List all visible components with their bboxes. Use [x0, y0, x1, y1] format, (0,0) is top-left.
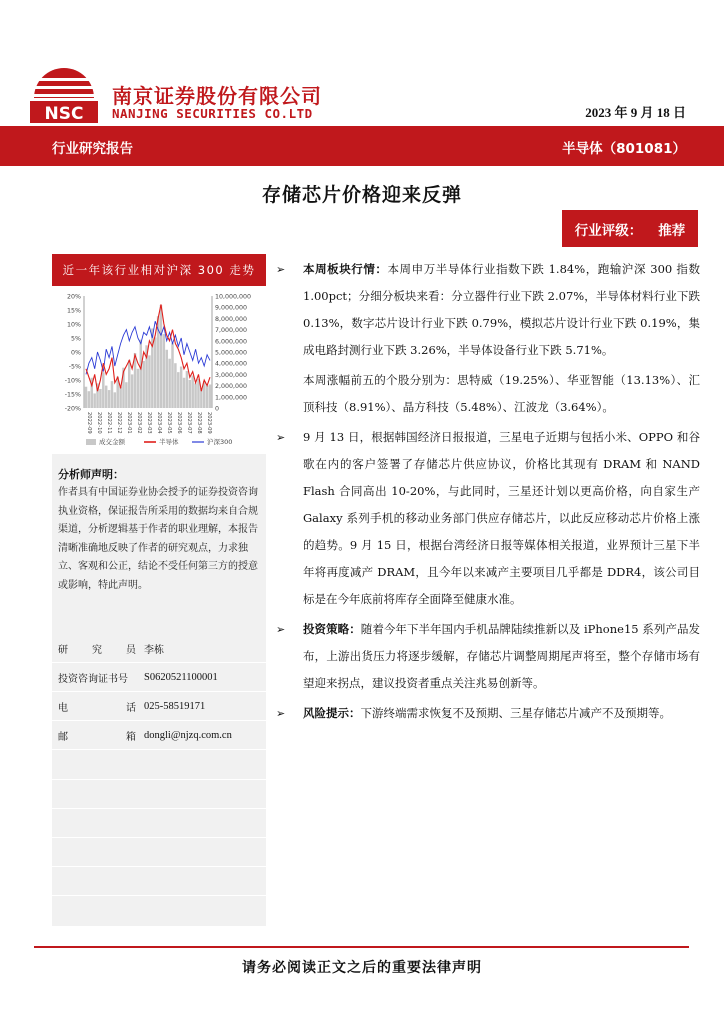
nsc-logo: [30, 58, 98, 124]
y-tick-label-left: -10%: [64, 377, 81, 385]
x-tick-label: 2023-04: [156, 412, 162, 434]
y-tick-label-left: 5%: [71, 335, 81, 343]
x-tick-label: 2022-12: [116, 412, 122, 434]
certificate-key: 投资咨询证书号: [58, 673, 128, 685]
analyst-name: 李栋: [144, 644, 164, 656]
strategy-paragraph: [276, 616, 700, 697]
x-tick-label: 2023-01: [126, 412, 132, 434]
trend-chart: [52, 286, 266, 454]
y-tick-label-right: 7,000,000: [215, 327, 248, 335]
analyst-key-char: 研: [58, 644, 68, 656]
volume-bar: [128, 360, 130, 408]
bullet-arrow-icon: ➢: [276, 263, 286, 276]
email-row: [52, 721, 266, 750]
email-address: dongli@njzq.com.cn: [144, 729, 232, 741]
volume-bar: [180, 367, 182, 408]
x-tick-label: 2023-07: [186, 412, 192, 434]
bullet-arrow-icon: ➢: [276, 623, 286, 636]
x-tick-label: 2023-02: [136, 412, 142, 434]
volume-bar: [88, 391, 90, 408]
semiconductor-line: [86, 304, 210, 391]
phone-key-char: 话: [126, 702, 136, 714]
bullet-arrow-icon: ➢: [276, 431, 286, 444]
analyst-key-char: 究: [92, 644, 102, 656]
y-tick-label-left: 20%: [67, 293, 81, 301]
logo-text: NSC: [44, 104, 84, 124]
risk-label: 风险提示：: [303, 706, 361, 720]
y-tick-label-left: 15%: [67, 307, 81, 315]
y-tick-label-right: 0: [215, 405, 220, 413]
volume-bar: [102, 372, 104, 408]
sector-code: 半导体（801081）: [562, 141, 686, 157]
x-tick-label: 2022-11: [106, 412, 112, 434]
volume-bar: [125, 382, 127, 408]
volume-bar: [177, 372, 179, 408]
volume-bar: [171, 343, 173, 408]
footer-divider: [34, 946, 689, 948]
empty-row: [52, 867, 266, 896]
phone-key: [52, 699, 144, 714]
y-tick-label-left: 0%: [71, 349, 81, 357]
trend-chart-svg: [52, 286, 266, 454]
phone-number: 025-58519171: [144, 700, 206, 712]
volume-bar: [174, 363, 176, 408]
volume-bar: [137, 369, 139, 408]
certificate-number: S0620521100001: [144, 671, 218, 683]
y-tick-label-left: -20%: [64, 405, 81, 413]
volume-bar: [191, 376, 193, 408]
analyst-key-char: 员: [126, 644, 136, 656]
volume-bar: [160, 305, 162, 408]
y-tick-label-left: -15%: [64, 391, 81, 399]
risk-paragraph: [276, 700, 700, 727]
y-tick-label-right: 5,000,000: [215, 349, 248, 357]
volume-bar: [186, 371, 188, 408]
volume-bar: [194, 383, 196, 408]
weekly-market-text: 本周申万半导体行业指数下跌 1.84%，跑输沪深 300 指数 1.00pct；分细分板块来看：分立器件行业下跌 2.07%，半导体材料行业下跌 0.13%，数字芯片设计行业下跌 0.79%，模拟芯片设计行业下跌 0.19%，集成电路封测行业下跌 3.26%，半导体设备行业下跌 5.71%。: [303, 262, 701, 357]
sidebar: [52, 254, 266, 926]
bullet-arrow-icon: ➢: [276, 707, 286, 720]
email-key-char: 箱: [126, 731, 136, 743]
empty-row: [52, 780, 266, 809]
x-tick-label: 2023-09: [206, 412, 212, 434]
analyst-name-row: [52, 634, 266, 663]
volume-bar: [99, 389, 101, 408]
analyst-name-key: [52, 641, 144, 656]
volume-bar: [189, 380, 191, 408]
report-body: [276, 256, 700, 730]
volume-bar: [154, 337, 156, 408]
volume-bar: [142, 361, 144, 408]
company-name-cn: 南京证券股份有限公司: [112, 84, 322, 108]
legend-label-semiconductor: 半导体: [159, 438, 179, 446]
chart-title: 近一年该行业相对沪深 300 走势: [52, 254, 266, 286]
email-key: [52, 728, 144, 743]
rating-value: 推荐: [658, 222, 686, 239]
x-tick-label: 2023-05: [166, 412, 172, 434]
volume-bar: [183, 378, 185, 408]
company-name-en: NANJING SECURITIES CO.LTD: [112, 106, 313, 121]
header-banner: [0, 126, 724, 166]
samsung-news-paragraph: [276, 424, 700, 613]
volume-bar: [148, 355, 150, 408]
y-tick-label-right: 8,000,000: [215, 315, 248, 323]
volume-bar: [114, 392, 116, 408]
report-type: 行业研究报告: [52, 141, 133, 157]
email-key-char: 邮: [58, 731, 68, 743]
y-tick-label-right: 4,000,000: [215, 360, 248, 368]
empty-row: [52, 809, 266, 838]
strategy-label: 投资策略：: [303, 622, 361, 636]
y-tick-label-right: 3,000,000: [215, 371, 248, 379]
phone-key-char: 电: [58, 702, 68, 714]
legend-label-volume: 成交金额: [99, 438, 125, 446]
industry-rating: [562, 210, 698, 247]
rating-label: 行业评级：: [574, 222, 643, 239]
y-tick-label-right: 1,000,000: [215, 394, 248, 402]
x-tick-label: 2023-08: [196, 412, 202, 434]
legend-label-csi300: 沪深300: [207, 438, 233, 446]
volume-bar: [206, 386, 208, 408]
volume-bar: [166, 350, 168, 408]
x-tick-label: 2022-09: [86, 412, 92, 434]
volume-bar: [151, 328, 153, 408]
volume-bar: [85, 387, 87, 408]
volume-bar: [163, 334, 165, 408]
volume-bar: [197, 379, 199, 408]
y-tick-label-left: -5%: [68, 363, 81, 371]
top-stocks-paragraph: 本周涨幅前五的个股分别为：思特威（19.25%）、华亚智能（13.13%）、汇顶科技（8.91%）、晶方科技（5.48%）、江波龙（3.64%）。: [303, 373, 700, 414]
volume-bar: [108, 390, 110, 408]
disclaimer-text: 作者具有中国证券业协会授予的证券投资咨询执业资格，保证报告所采用的数据均来自合规渠道，分析逻辑基于作者的职业理解，本报告清晰准确地反映了作者的研究观点，力求独立、客观和公正，结论不受任何第三方的授意或影响，特此声明。: [58, 487, 258, 591]
x-tick-label: 2022-10: [96, 412, 102, 434]
certificate-row: [52, 663, 266, 692]
volume-bar: [93, 393, 95, 408]
volume-bar: [131, 374, 133, 408]
report-date: 2023 年 9 月 18 日: [585, 105, 686, 120]
strategy-text: 随着今年下半年国内手机品牌陆续推新以及 iPhone15 系列产品发布，上游出货压力将逐步缓解，存储芯片调整周期尾声将至，整个存储市场有望迎来拐点，建议投资者重点关注兆易创新等。: [303, 622, 700, 690]
weekly-market-label: 本周板块行情：: [303, 262, 388, 276]
y-tick-label-left: 10%: [67, 321, 81, 329]
volume-bar: [105, 386, 107, 408]
volume-bar: [209, 384, 211, 408]
y-tick-label-right: 6,000,000: [215, 338, 248, 346]
y-tick-label-right: 9,000,000: [215, 304, 248, 312]
volume-bar: [119, 387, 121, 408]
volume-bar: [140, 340, 142, 408]
disclaimer-title: 分析师声明：: [58, 468, 124, 481]
empty-row: [52, 838, 266, 867]
x-tick-label: 2023-06: [176, 412, 182, 434]
empty-row: [52, 896, 266, 926]
legal-notice: 请务必阅读正文之后的重要法律声明: [242, 960, 482, 976]
report-title: 存储芯片价格迎来反弹: [261, 184, 462, 206]
volume-bar: [111, 381, 113, 408]
legend-swatch-volume: [86, 439, 96, 445]
risk-text: 下游终端需求恢复不及预期、三星存储芯片减产不及预期等。: [360, 706, 671, 720]
y-tick-label-right: 2,000,000: [215, 383, 248, 391]
volume-bar: [168, 359, 170, 408]
samsung-news-text: 9 月 13 日，根据韩国经济日报报道，三星电子近期与包括小米、OPPO 和谷歌在内的客户签署了存储芯片供应协议，价格比其现有 DRAM 和 NAND Flash 合同高出 10-20%，与此同时，三星还计划以更高价格，向自家生产 Galaxy 系列手机的移动业务部门供应存储芯片，以此反应移动芯片价格上涨的趋势。9 月 15 日，根据台湾经济日报等媒体相关报道，业界预计三星下半年将再度减产 DRAM，且今年以来减产主要项目几乎都是 DDR4，该公司目标是在今年底前将库存全面降至健康水准。: [303, 430, 700, 606]
empty-row: [52, 751, 266, 780]
weekly-market-paragraph: [276, 256, 700, 364]
phone-row: [52, 692, 266, 721]
x-tick-label: 2023-03: [146, 412, 152, 434]
y-tick-label-right: 10,000,000: [215, 293, 252, 301]
